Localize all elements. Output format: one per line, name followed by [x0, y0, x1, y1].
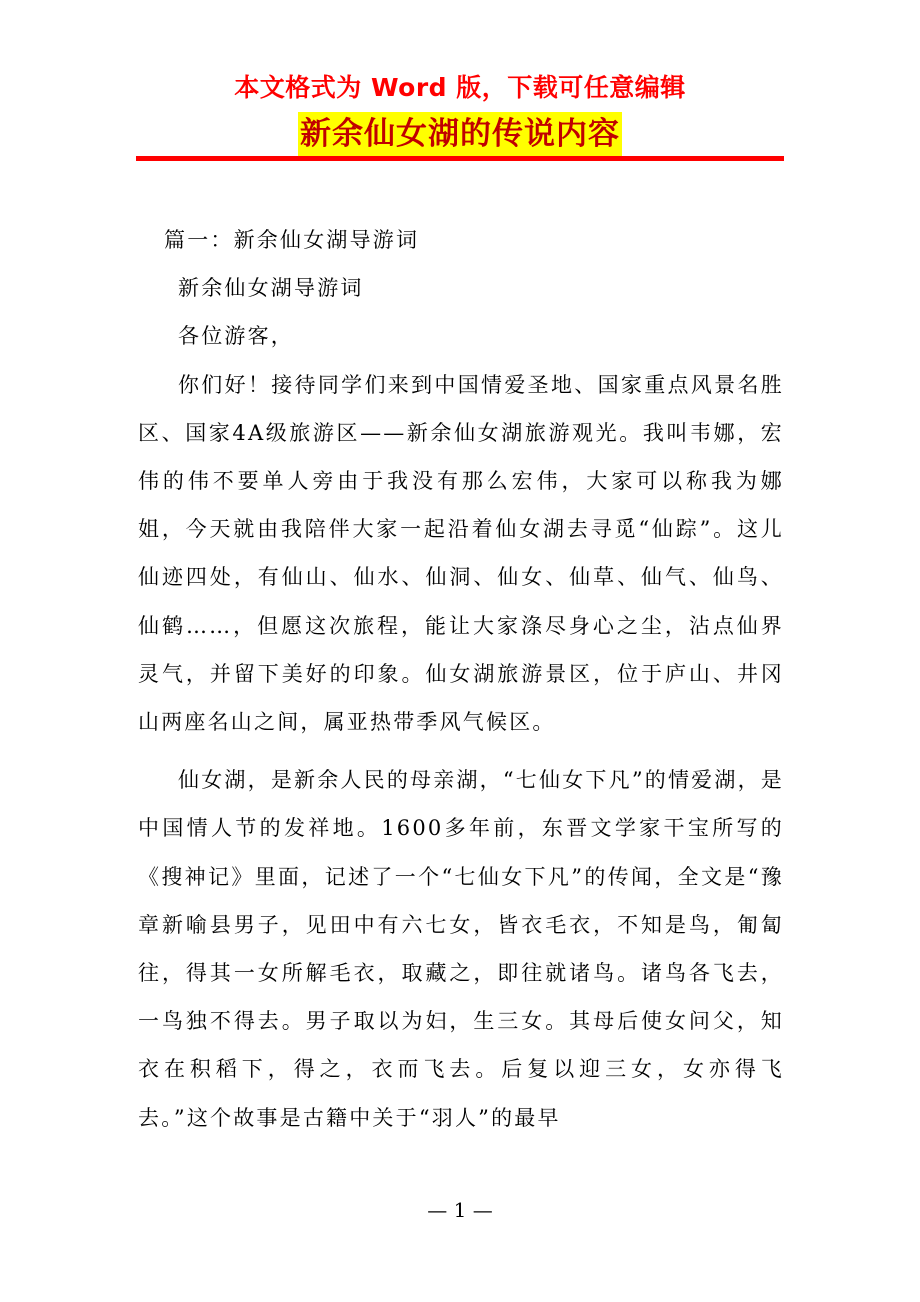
document-body	[138, 216, 784, 1142]
paragraph: 你们好！接待同学们来到中国情爱圣地、国家重点风景名胜区、国家4A级旅游区——新余仙女湖旅游观光。我叫韦娜，宏伟的伟不要单人旁由于我没有那么宏伟，大家可以称我为娜姐，今天就由我陪伴大家一起沿着仙女湖去寻觅“仙踪”。这儿仙迹四处，有仙山、仙水、仙洞、仙女、仙草、仙气、仙鸟、仙鹤……，但愿这次旅程，能让大家涤尽身心之尘，沾点仙界灵气，并留下美好的印象。仙女湖旅游景区，位于庐山、井冈山两座名山之间，属亚热带季风气候区。	[138, 372, 784, 735]
document-title: 新余仙女湖的传说内容	[298, 112, 622, 156]
section-subtitle: 新余仙女湖导游词	[178, 276, 364, 301]
page-number: — 1 —	[427, 1198, 493, 1222]
title-container	[0, 112, 920, 156]
greeting: 各位游客，	[178, 324, 294, 349]
title-divider	[136, 156, 784, 161]
format-notice-banner: 本文格式为 Word 版，下载可任意编辑	[234, 73, 686, 102]
paragraph: 仙女湖，是新余人民的母亲湖，“七仙女下凡”的情爱湖，是中国情人节的发祥地。1600多年前，东晋文学家干宝所写的《搜神记》里面，记述了一个“七仙女下凡”的传闻，全文是“豫章新喻县男子，见田中有六七女，皆衣毛衣，不知是鸟，匍匐往，得其一女所解毛衣，取藏之，即往就诸鸟。诸鸟各飞去，一鸟独不得去。男子取以为妇，生三女。其母后使女问父，知衣在积稻下，得之，衣而飞去。后复以迎三女，女亦得飞去。”这个故事是古籍中关于“羽人”的最早	[138, 768, 784, 1130]
section-heading: 篇一：新余仙女湖导游词	[164, 228, 420, 252]
paragraph-gap	[138, 746, 784, 756]
